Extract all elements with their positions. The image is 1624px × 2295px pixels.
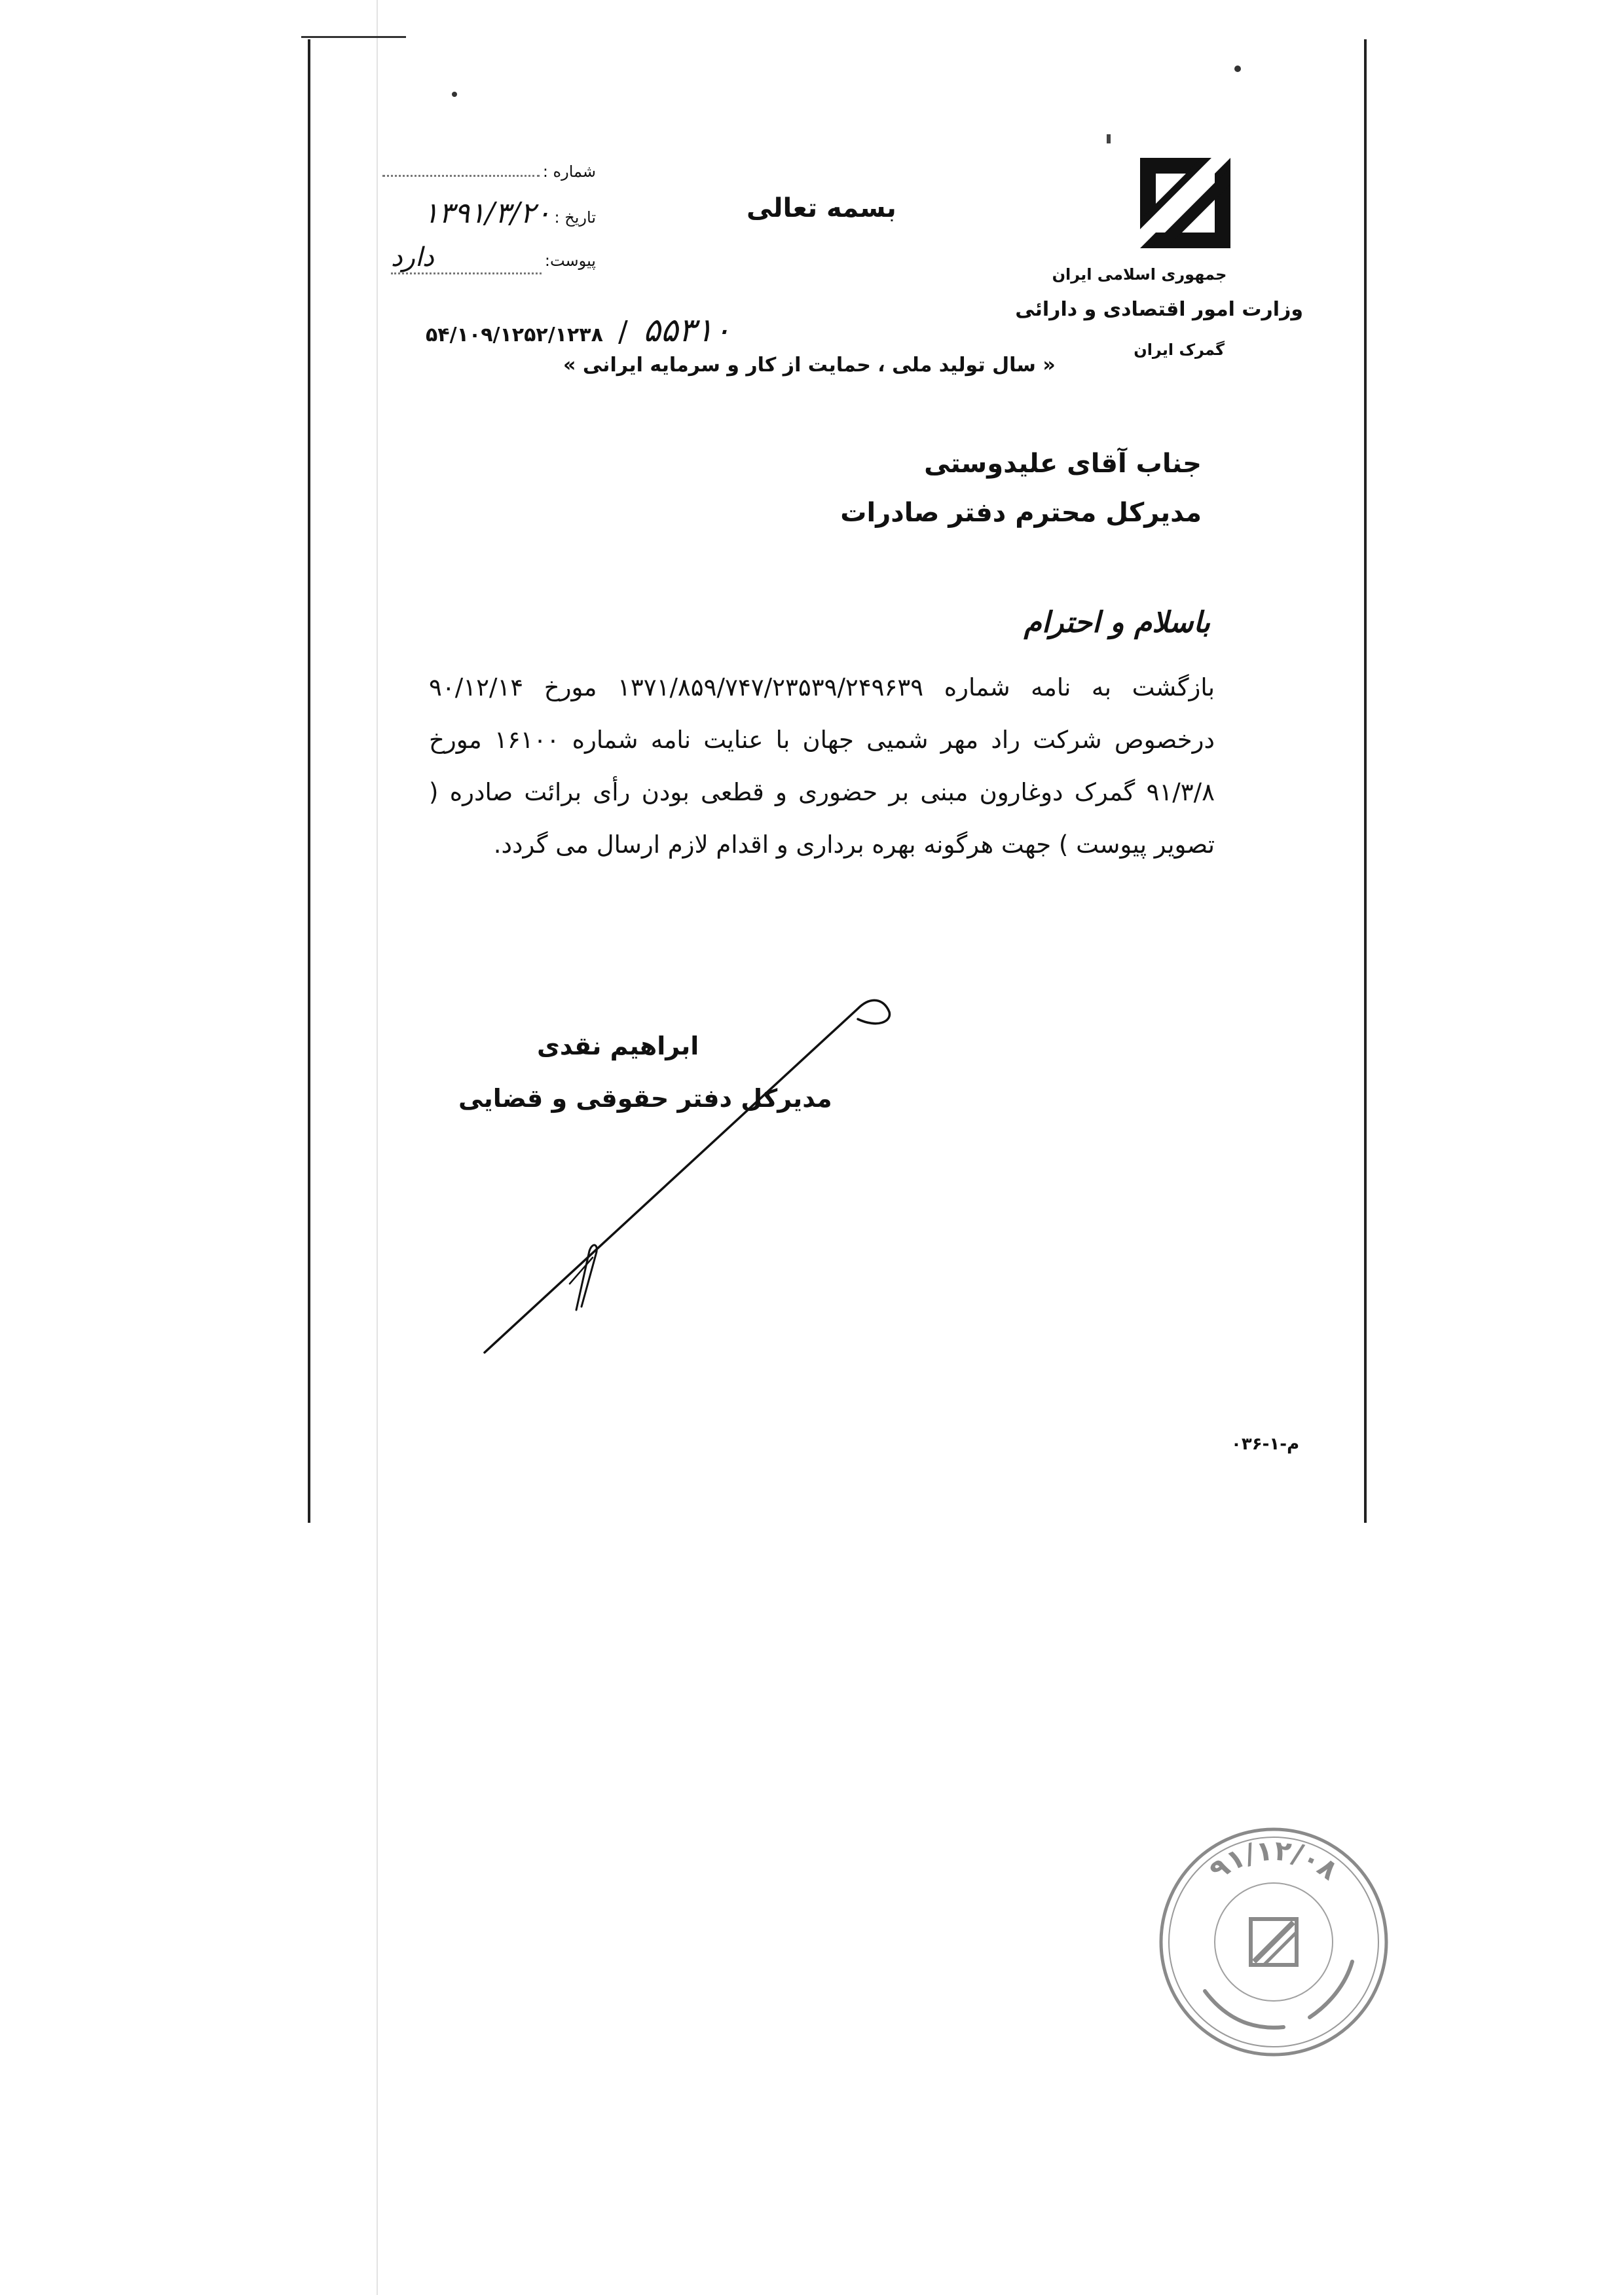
- date-value: ۱۳۹۱/۳/۲۰: [423, 196, 551, 230]
- recipient-title: مدیرکل محترم دفتر صادرات: [840, 498, 1202, 528]
- official-stamp: [1153, 1821, 1395, 2063]
- org-line-2: وزارت امور اقتصادی و دارائی: [1015, 298, 1303, 321]
- reference-line: [426, 311, 731, 349]
- invocation-heading: بسمه تعالی: [747, 193, 896, 223]
- body-paragraph: بازگشت به نامه شماره ۱۳۷۱/۸۵۹/۷۴۷/۲۳۵۳۹/۲۴۹۶۳۹ مورخ ۹۰/۱۲/۱۴ درخصوص شرکت راد مهر شمیی جهان با عنایت نامه شماره ۱۶۱۰۰ مورخ ۹۱/۳/۸ گمرک دوغارون مبنی بر حضوری و قطعی بودن رأی برائت صادره ( تصویر پیوست ) جهت هرگونه بهره برداری و اقدام لازم ارسال می گردد.: [429, 673, 1215, 859]
- reference-slash: /: [618, 315, 628, 348]
- year-slogan: « سال تولید ملی ، حمایت از کار و سرمایه ایرانی »: [563, 354, 1056, 377]
- scan-speck: [1107, 134, 1111, 143]
- scan-speck: [1234, 65, 1241, 72]
- number-value: [382, 160, 540, 177]
- scan-top-line: [301, 36, 406, 38]
- signatory-title: مدیرکل دفتر حقوقی و قضایی: [458, 1084, 832, 1113]
- attachment-field: [380, 242, 596, 274]
- scan-edge-shadow: [377, 0, 378, 2295]
- reference-handwritten: ۵۵۳۱۰: [642, 311, 731, 349]
- page-border-left: [308, 39, 310, 1523]
- attachment-value: دارد: [391, 242, 542, 274]
- date-label: تاریخ :: [554, 208, 596, 227]
- scan-speck: [452, 92, 457, 97]
- recipient-name: جناب آقای علیدوستی: [924, 449, 1202, 479]
- org-line-3: گمرک ایران: [1134, 341, 1225, 359]
- number-label: شماره :: [542, 162, 596, 181]
- attachment-label: پیوست:: [544, 252, 596, 270]
- org-line-1: جمهوری اسلامی ایران: [1052, 265, 1227, 284]
- customs-logo: [1136, 154, 1234, 252]
- number-field: [380, 160, 596, 181]
- reference-printed: ۵۴/۱۰۹/۱۲۵۲/۱۲۳۸: [426, 324, 603, 346]
- page-border-right: [1364, 39, 1367, 1523]
- form-code: م-۱-۰۳۶: [1231, 1434, 1300, 1454]
- stamp-date: ۹۱/۱۲/۰۸: [1203, 1834, 1344, 1887]
- signatory-name: ابراهیم نقدی: [537, 1032, 699, 1060]
- date-field: [373, 196, 596, 230]
- greeting: باسلام و احترام: [1024, 606, 1210, 639]
